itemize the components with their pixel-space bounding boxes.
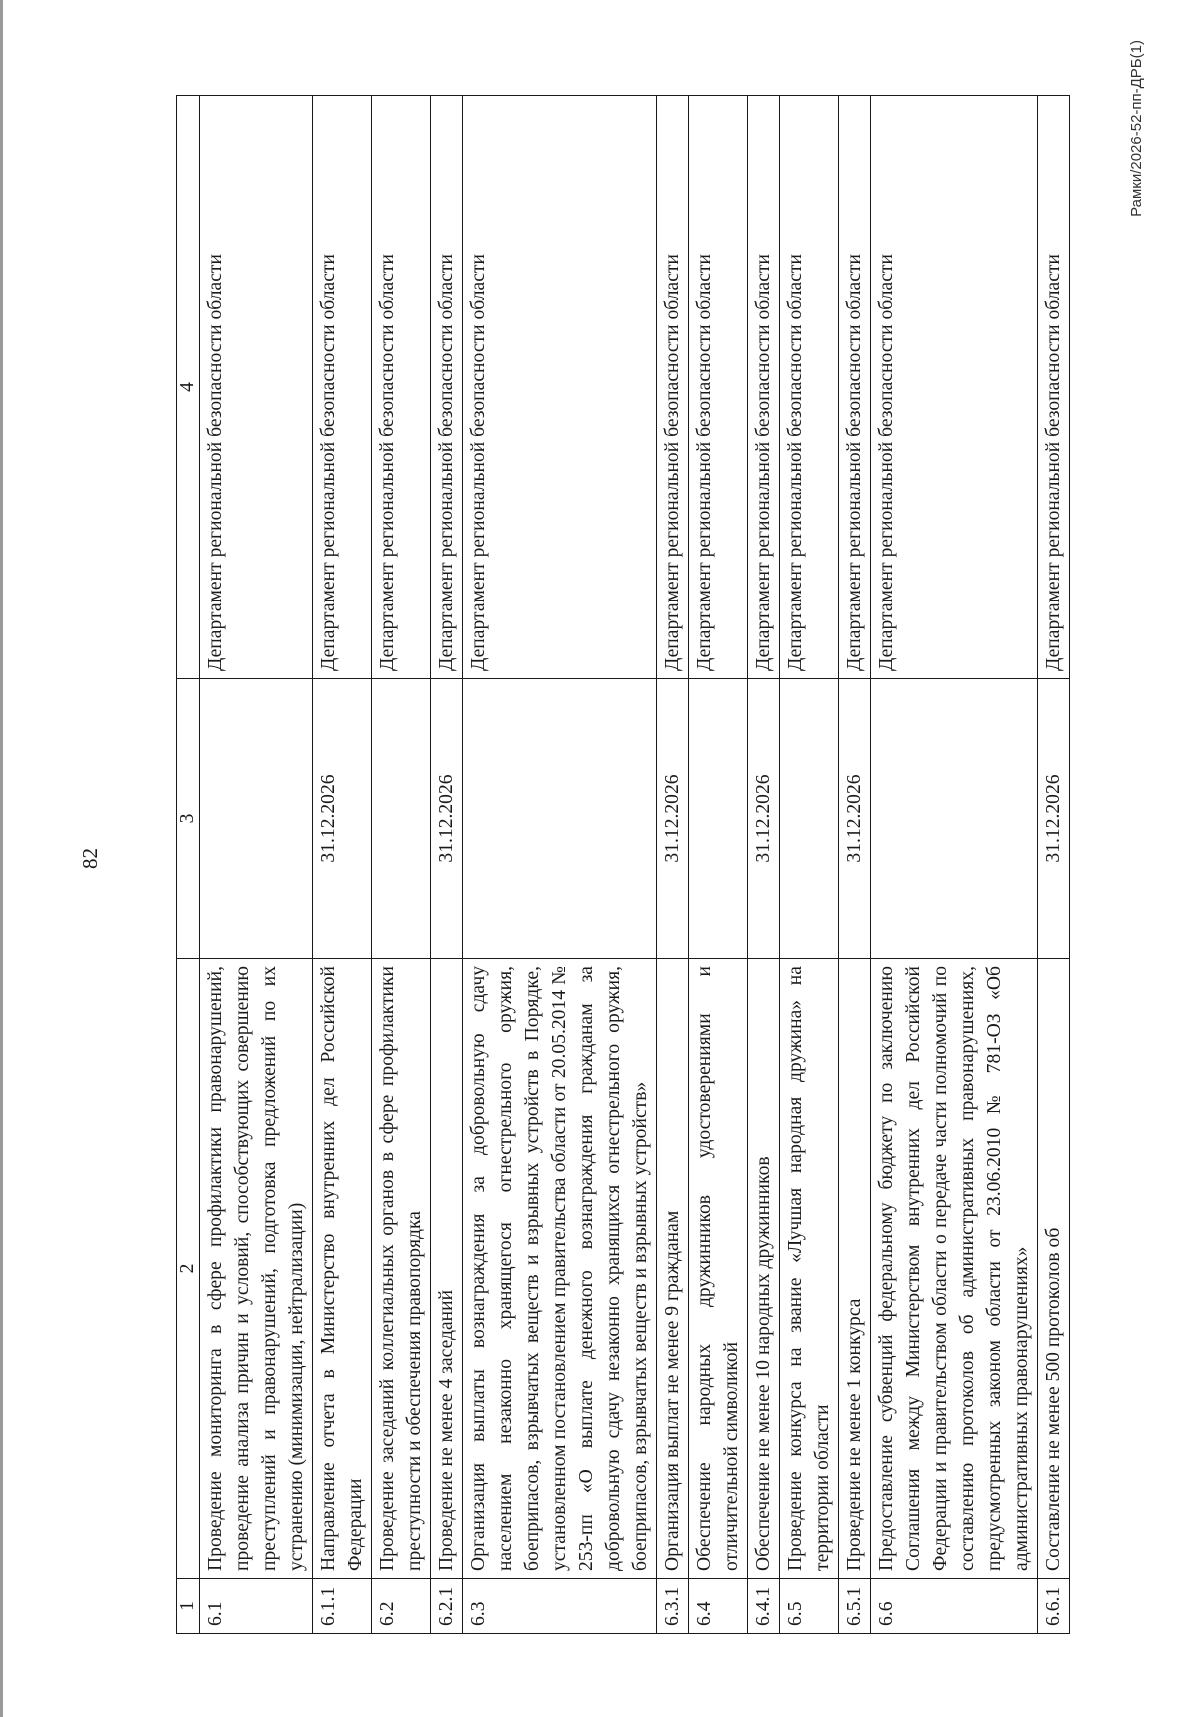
responsible-department: Департамент региональной безопасности области [748, 96, 780, 679]
measures-table [176, 95, 1070, 1634]
measure-description: Составление не менее 500 протоколов об [1038, 959, 1070, 1579]
row-number: 6.3.1 [657, 1579, 689, 1634]
measure-description: Организация выплат не менее 9 гражданам [657, 959, 689, 1579]
responsible-department: Департамент региональной безопасности области [689, 96, 748, 679]
table-row [657, 96, 689, 1634]
measure-description: Проведение не менее 4 заседаний [431, 959, 463, 1579]
table-row [431, 96, 463, 1634]
row-number: 6.2 [372, 1579, 431, 1634]
table-row [871, 96, 1038, 1634]
measure-description: Проведение не менее 1 конкурса [839, 959, 871, 1579]
responsible-department: Департамент региональной безопасности области [1038, 96, 1070, 679]
document-code: Рамки/2026-52-пп-ДРБ(1) [1128, 40, 1145, 217]
measure-description: Организация выплаты вознаграждения за добровольную сдачу населением незаконно хранящегося огнестрельного оружия, боеприпасов, взрывчатых веществ и взрывных устройств в Порядке, установленном постановлением правительства области от 20.05.2014 № 253-пп «О выплате денежного вознаграждения гражданам за добровольную сдачу незаконно хранящихся огнестрельного оружия, боеприпасов, взрывчатых веществ и взрывных устройств» [463, 959, 657, 1579]
measure-description: Обеспечение народных дружинников удостоверениями и отличительной символикой [689, 959, 748, 1579]
row-number: 6.1 [200, 1579, 313, 1634]
measure-description: Проведение конкурса на звание «Лучшая народная дружина» на территории области [780, 959, 839, 1579]
responsible-department: Департамент региональной безопасности области [657, 96, 689, 679]
row-number: 6.5 [780, 1579, 839, 1634]
scan-edge [0, 0, 3, 1717]
table-header-row [177, 96, 200, 1634]
deadline-date [689, 679, 748, 959]
responsible-department: Департамент региональной безопасности области [780, 96, 839, 679]
deadline-date [463, 679, 657, 959]
table-row [200, 96, 313, 1634]
page-number: 82 [78, 848, 102, 869]
table-row [1038, 96, 1070, 1634]
row-number: 6.6.1 [1038, 1579, 1070, 1634]
measure-description: Проведение заседаний коллегиальных органов в сфере профилактики преступности и обеспечения правопорядка [372, 959, 431, 1579]
responsible-department: Департамент региональной безопасности области [313, 96, 372, 679]
table-row [839, 96, 871, 1634]
responsible-department: Департамент региональной безопасности области [431, 96, 463, 679]
column-header: 1 [177, 1579, 200, 1634]
responsible-department: Департамент региональной безопасности области [839, 96, 871, 679]
deadline-date: 31.12.2026 [313, 679, 372, 959]
deadline-date [871, 679, 1038, 959]
deadline-date [780, 679, 839, 959]
column-header: 4 [177, 96, 200, 679]
table-row [748, 96, 780, 1634]
deadline-date: 31.12.2026 [431, 679, 463, 959]
column-header: 2 [177, 959, 200, 1579]
row-number: 6.5.1 [839, 1579, 871, 1634]
row-number: 6.3 [463, 1579, 657, 1634]
row-number: 6.6 [871, 1579, 1038, 1634]
table-row [372, 96, 431, 1634]
responsible-department: Департамент региональной безопасности области [463, 96, 657, 679]
table-row [463, 96, 657, 1634]
deadline-date: 31.12.2026 [1038, 679, 1070, 959]
table-row [689, 96, 748, 1634]
column-header: 3 [177, 679, 200, 959]
deadline-date [372, 679, 431, 959]
measure-description: Предоставление субвенций федеральному бюджету по заключению Соглашения между Министерством внутренних дел Российской Федерации и правительством области о передаче части полномочий по составлению протоколов об административных правонарушениях, предусмотренных законом области от 23.06.2010 № 781-ОЗ «Об административных правонарушениях» [871, 959, 1038, 1579]
responsible-department: Департамент региональной безопасности области [372, 96, 431, 679]
row-number: 6.4.1 [748, 1579, 780, 1634]
deadline-date: 31.12.2026 [839, 679, 871, 959]
row-number: 6.1.1 [313, 1579, 372, 1634]
table-row [780, 96, 839, 1634]
deadline-date: 31.12.2026 [657, 679, 689, 959]
row-number: 6.4 [689, 1579, 748, 1634]
deadline-date [200, 679, 313, 959]
measure-description: Обеспечение не менее 10 народных дружинников [748, 959, 780, 1579]
measure-description: Проведение мониторинга в сфере профилактики правонарушений, проведение анализа причин и условий, способствующих совершению преступлений и правонарушений, подготовка предложений по их устранению (минимизации, нейтрализации) [200, 959, 313, 1579]
responsible-department: Департамент региональной безопасности области [871, 96, 1038, 679]
row-number: 6.2.1 [431, 1579, 463, 1634]
measure-description: Направление отчета в Министерство внутренних дел Российской Федерации [313, 959, 372, 1579]
table-row [313, 96, 372, 1634]
deadline-date: 31.12.2026 [748, 679, 780, 959]
responsible-department: Департамент региональной безопасности области [200, 96, 313, 679]
